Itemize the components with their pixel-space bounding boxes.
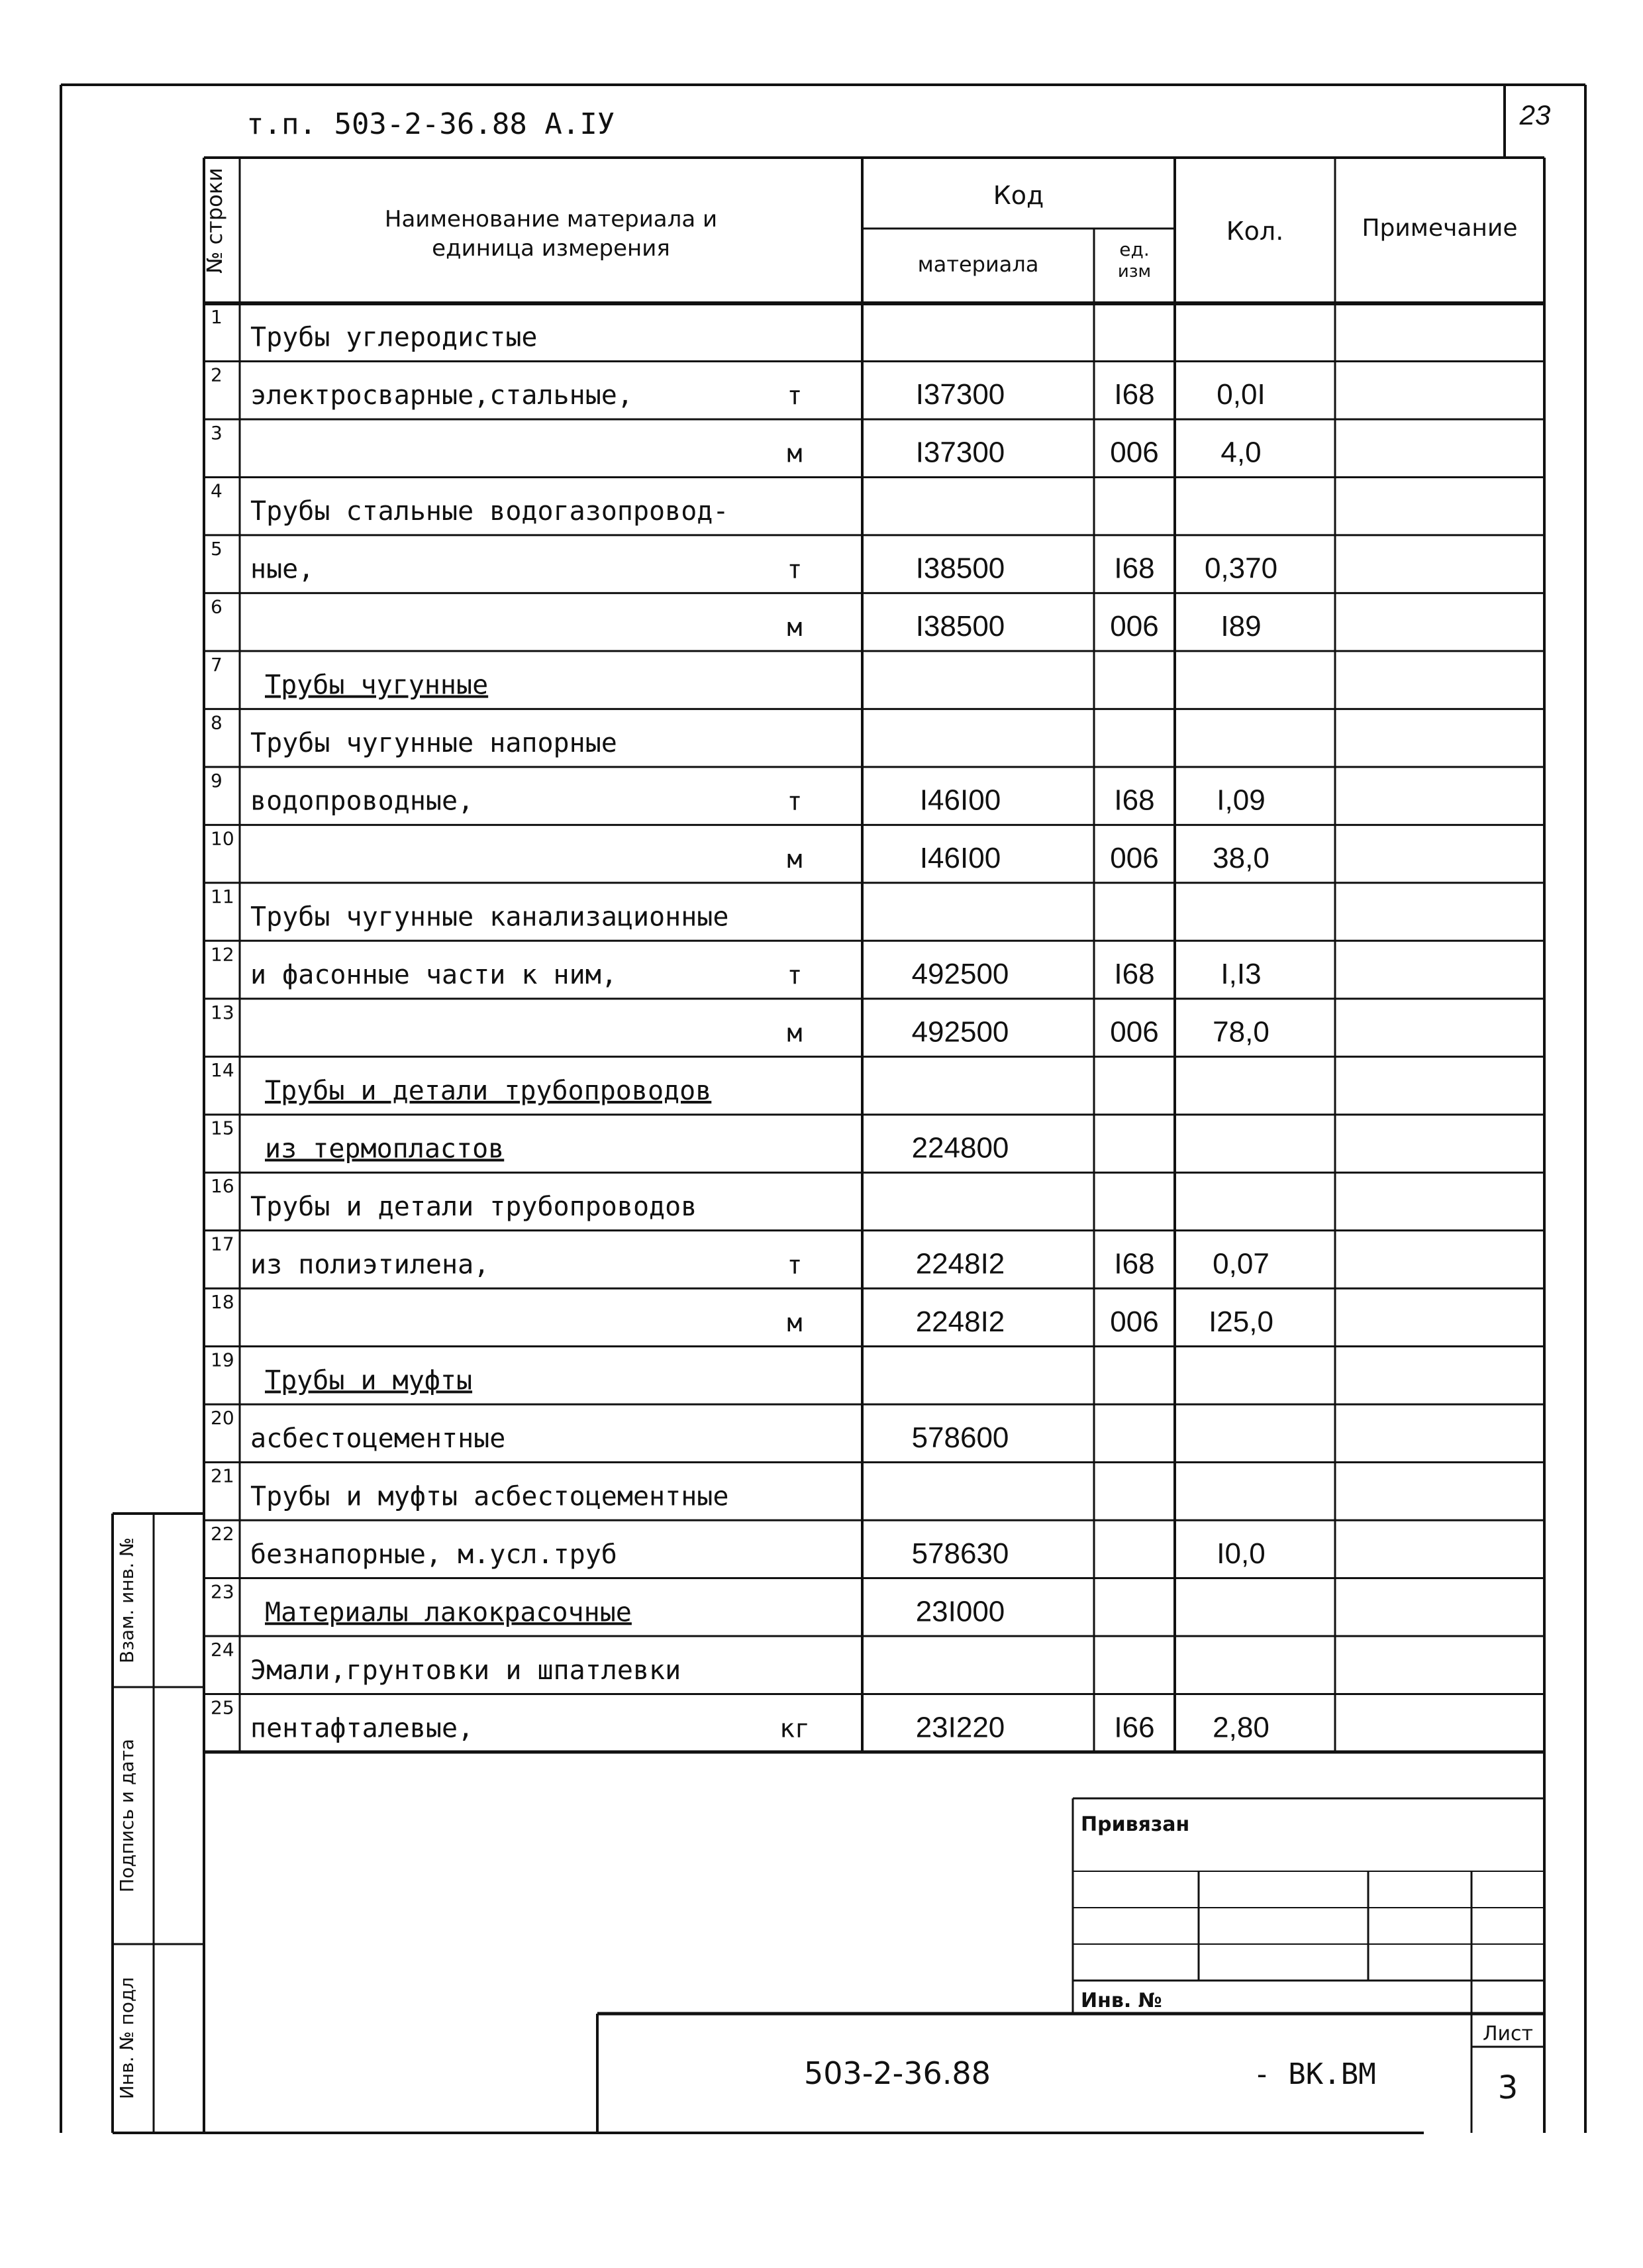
table-row <box>211 422 1262 469</box>
row-number: 20 <box>211 1407 234 1429</box>
document-reference: т.п. 503-2-36.88 А.IУ <box>246 107 615 141</box>
measure-unit: т <box>787 554 803 584</box>
material-code: 492500 <box>911 1015 1009 1049</box>
unit-code: 006 <box>1110 842 1159 875</box>
row-number: 14 <box>211 1059 234 1082</box>
material-name: Эмали,грунтовки и шпатлевки <box>250 1655 681 1686</box>
quantity: I,09 <box>1217 784 1266 817</box>
name-header-line1: Наименование материала и <box>384 206 718 232</box>
row-number: 11 <box>211 885 234 907</box>
original-inventory-label: Инв. № подл <box>116 1977 138 2100</box>
measure-unit: м <box>787 845 803 874</box>
row-number: 13 <box>211 1001 234 1023</box>
unit-code: 006 <box>1110 1305 1159 1338</box>
replacement-inventory-label: Взам. инв. № <box>116 1537 138 1664</box>
row-number: 15 <box>211 1117 234 1139</box>
table-row <box>211 364 1266 411</box>
material-name: пентафталевые, <box>250 1713 474 1744</box>
row-number: 22 <box>211 1523 234 1545</box>
document-designation: 503-2-36.88 <box>804 2055 991 2091</box>
measure-unit: м <box>787 613 803 643</box>
unit-code: I68 <box>1114 552 1155 585</box>
table-row <box>211 1233 1270 1280</box>
measure-unit: т <box>787 1250 803 1280</box>
table-row <box>211 538 1277 585</box>
material-name: Трубы стальные водогазопровод- <box>250 496 729 527</box>
row-number: 4 <box>211 480 223 502</box>
material-name: асбестоцементные <box>250 1423 506 1454</box>
table-header <box>202 168 1518 282</box>
measure-unit: т <box>787 381 803 411</box>
table-row <box>211 1523 1266 1570</box>
material-name: Трубы чугунные напорные <box>250 728 617 759</box>
material-name: Трубы чугунные канализационные <box>250 902 729 933</box>
unit-code: I68 <box>1114 378 1155 411</box>
sheet-label: Лист <box>1482 2022 1534 2045</box>
material-code: 224800 <box>911 1131 1009 1164</box>
material-name: Трубы и детали трубопроводов <box>250 1191 697 1222</box>
row-number: 6 <box>211 595 223 618</box>
material-name: Трубы углеродистые <box>250 322 538 353</box>
material-code: I46I00 <box>919 784 1001 817</box>
unit-code: 006 <box>1110 1015 1159 1049</box>
material-name: электросварные,стальные, <box>250 380 633 411</box>
table-row <box>211 1465 728 1512</box>
measure-unit: т <box>787 786 803 816</box>
material-code: 2248I2 <box>915 1247 1005 1280</box>
table-row <box>211 886 728 933</box>
table-row <box>211 827 1270 874</box>
quantity: 78,0 <box>1213 1015 1270 1049</box>
material-name: безнапорные, м.усл.труб <box>250 1539 617 1570</box>
row-number: 3 <box>211 421 223 444</box>
row-number: 12 <box>211 943 234 966</box>
material-code: 578600 <box>911 1421 1009 1454</box>
code-header: Код <box>993 181 1044 210</box>
page-number: 23 <box>1519 99 1551 130</box>
material-code: I37300 <box>915 378 1005 411</box>
unit-code: 006 <box>1110 610 1159 643</box>
row-number: 17 <box>211 1233 234 1255</box>
row-number: 1 <box>211 306 223 328</box>
row-number: 24 <box>211 1639 234 1661</box>
title-block <box>204 1798 1544 2133</box>
material-name: Материалы лакокрасочные <box>265 1597 632 1628</box>
material-name: Трубы и муфты <box>265 1365 473 1396</box>
material-code: 492500 <box>911 958 1009 991</box>
document-suffix: - ВК.ВМ <box>1253 2057 1376 2091</box>
row-number: 10 <box>211 827 234 850</box>
unit-code-header-line2: изм <box>1117 262 1152 282</box>
quantity: 0,0I <box>1217 378 1266 411</box>
unit-code: I68 <box>1114 784 1155 817</box>
measure-unit: м <box>787 1018 803 1048</box>
row-number: 16 <box>211 1175 234 1198</box>
table-row <box>211 654 488 701</box>
table-row <box>211 1697 1270 1744</box>
signature-date-label: Подпись и дата <box>116 1739 138 1892</box>
table-row <box>211 480 728 527</box>
material-code: 578630 <box>911 1537 1009 1570</box>
measure-unit: м <box>787 438 803 468</box>
row-number: 21 <box>211 1465 234 1487</box>
material-code: I46I00 <box>919 842 1001 875</box>
inventory-number-label: Инв. № <box>1081 1989 1162 2012</box>
unit-code: I68 <box>1114 958 1155 991</box>
material-code: 2248I2 <box>915 1305 1005 1338</box>
table-row <box>211 595 1262 643</box>
material-name: Трубы чугунные <box>265 670 489 701</box>
table-row <box>211 1002 1270 1049</box>
material-code: I38500 <box>915 610 1005 643</box>
quantity: I,I3 <box>1220 958 1262 991</box>
unit-code-header-line1: ед. <box>1119 238 1150 260</box>
measure-unit: т <box>787 960 803 990</box>
materials-table-body <box>211 306 1277 1743</box>
material-code: I37300 <box>915 436 1005 469</box>
side-stamp <box>113 1514 204 2133</box>
table-row <box>211 711 617 758</box>
table-row <box>211 1639 681 1686</box>
quantity: 2,80 <box>1213 1711 1270 1744</box>
row-number: 7 <box>211 653 223 676</box>
quantity-header: Кол. <box>1226 217 1284 246</box>
table-row <box>211 1349 472 1396</box>
row-number: 5 <box>211 537 223 560</box>
row-number: 2 <box>211 364 223 386</box>
unit-code: I68 <box>1114 1247 1155 1280</box>
measure-unit: м <box>787 1308 803 1337</box>
quantity: 0,370 <box>1204 552 1278 585</box>
material-name: и фасонные части к ним, <box>250 960 617 991</box>
row-number: 18 <box>211 1291 234 1314</box>
material-name: из термопластов <box>265 1133 505 1164</box>
unit-code: I66 <box>1114 1711 1155 1744</box>
material-code-header: материала <box>917 252 1039 277</box>
material-name: Трубы и муфты асбестоцементные <box>250 1481 729 1512</box>
quantity: I89 <box>1220 610 1262 643</box>
table-row <box>211 1581 1005 1628</box>
row-number: 23 <box>211 1580 234 1603</box>
name-header-line2: единица измерения <box>432 235 670 262</box>
quantity: I25,0 <box>1209 1305 1273 1338</box>
table-row <box>211 943 1262 990</box>
quantity: 38,0 <box>1213 842 1270 875</box>
table-row <box>211 1407 1009 1454</box>
quantity: I0,0 <box>1217 1537 1266 1570</box>
row-number: 8 <box>211 711 223 734</box>
table-row <box>211 1175 697 1222</box>
unit-code: 006 <box>1110 436 1159 469</box>
sheet-number: 3 <box>1497 2069 1519 2106</box>
row-number-header: № строки <box>202 168 227 274</box>
row-number: 9 <box>211 769 223 792</box>
material-name: Трубы и детали трубопроводов <box>265 1075 712 1106</box>
material-name: водопроводные, <box>250 786 474 817</box>
row-number: 25 <box>211 1696 234 1719</box>
measure-unit: кг <box>779 1714 810 1743</box>
table-row <box>211 1059 711 1106</box>
table-row <box>211 1117 1009 1164</box>
material-name: ные, <box>250 554 315 585</box>
note-header: Примечание <box>1362 215 1518 242</box>
table-row <box>211 770 1266 817</box>
quantity: 4,0 <box>1220 436 1262 469</box>
table-row <box>211 306 537 353</box>
privyazan-label: Привязан <box>1081 1813 1190 1836</box>
quantity: 0,07 <box>1213 1247 1270 1280</box>
material-code: I38500 <box>915 552 1005 585</box>
table-row <box>211 1291 1273 1338</box>
material-code: 23I000 <box>915 1595 1005 1628</box>
material-name: из полиэтилена, <box>250 1249 490 1280</box>
row-number: 19 <box>211 1349 234 1371</box>
material-code: 23I220 <box>915 1711 1005 1744</box>
